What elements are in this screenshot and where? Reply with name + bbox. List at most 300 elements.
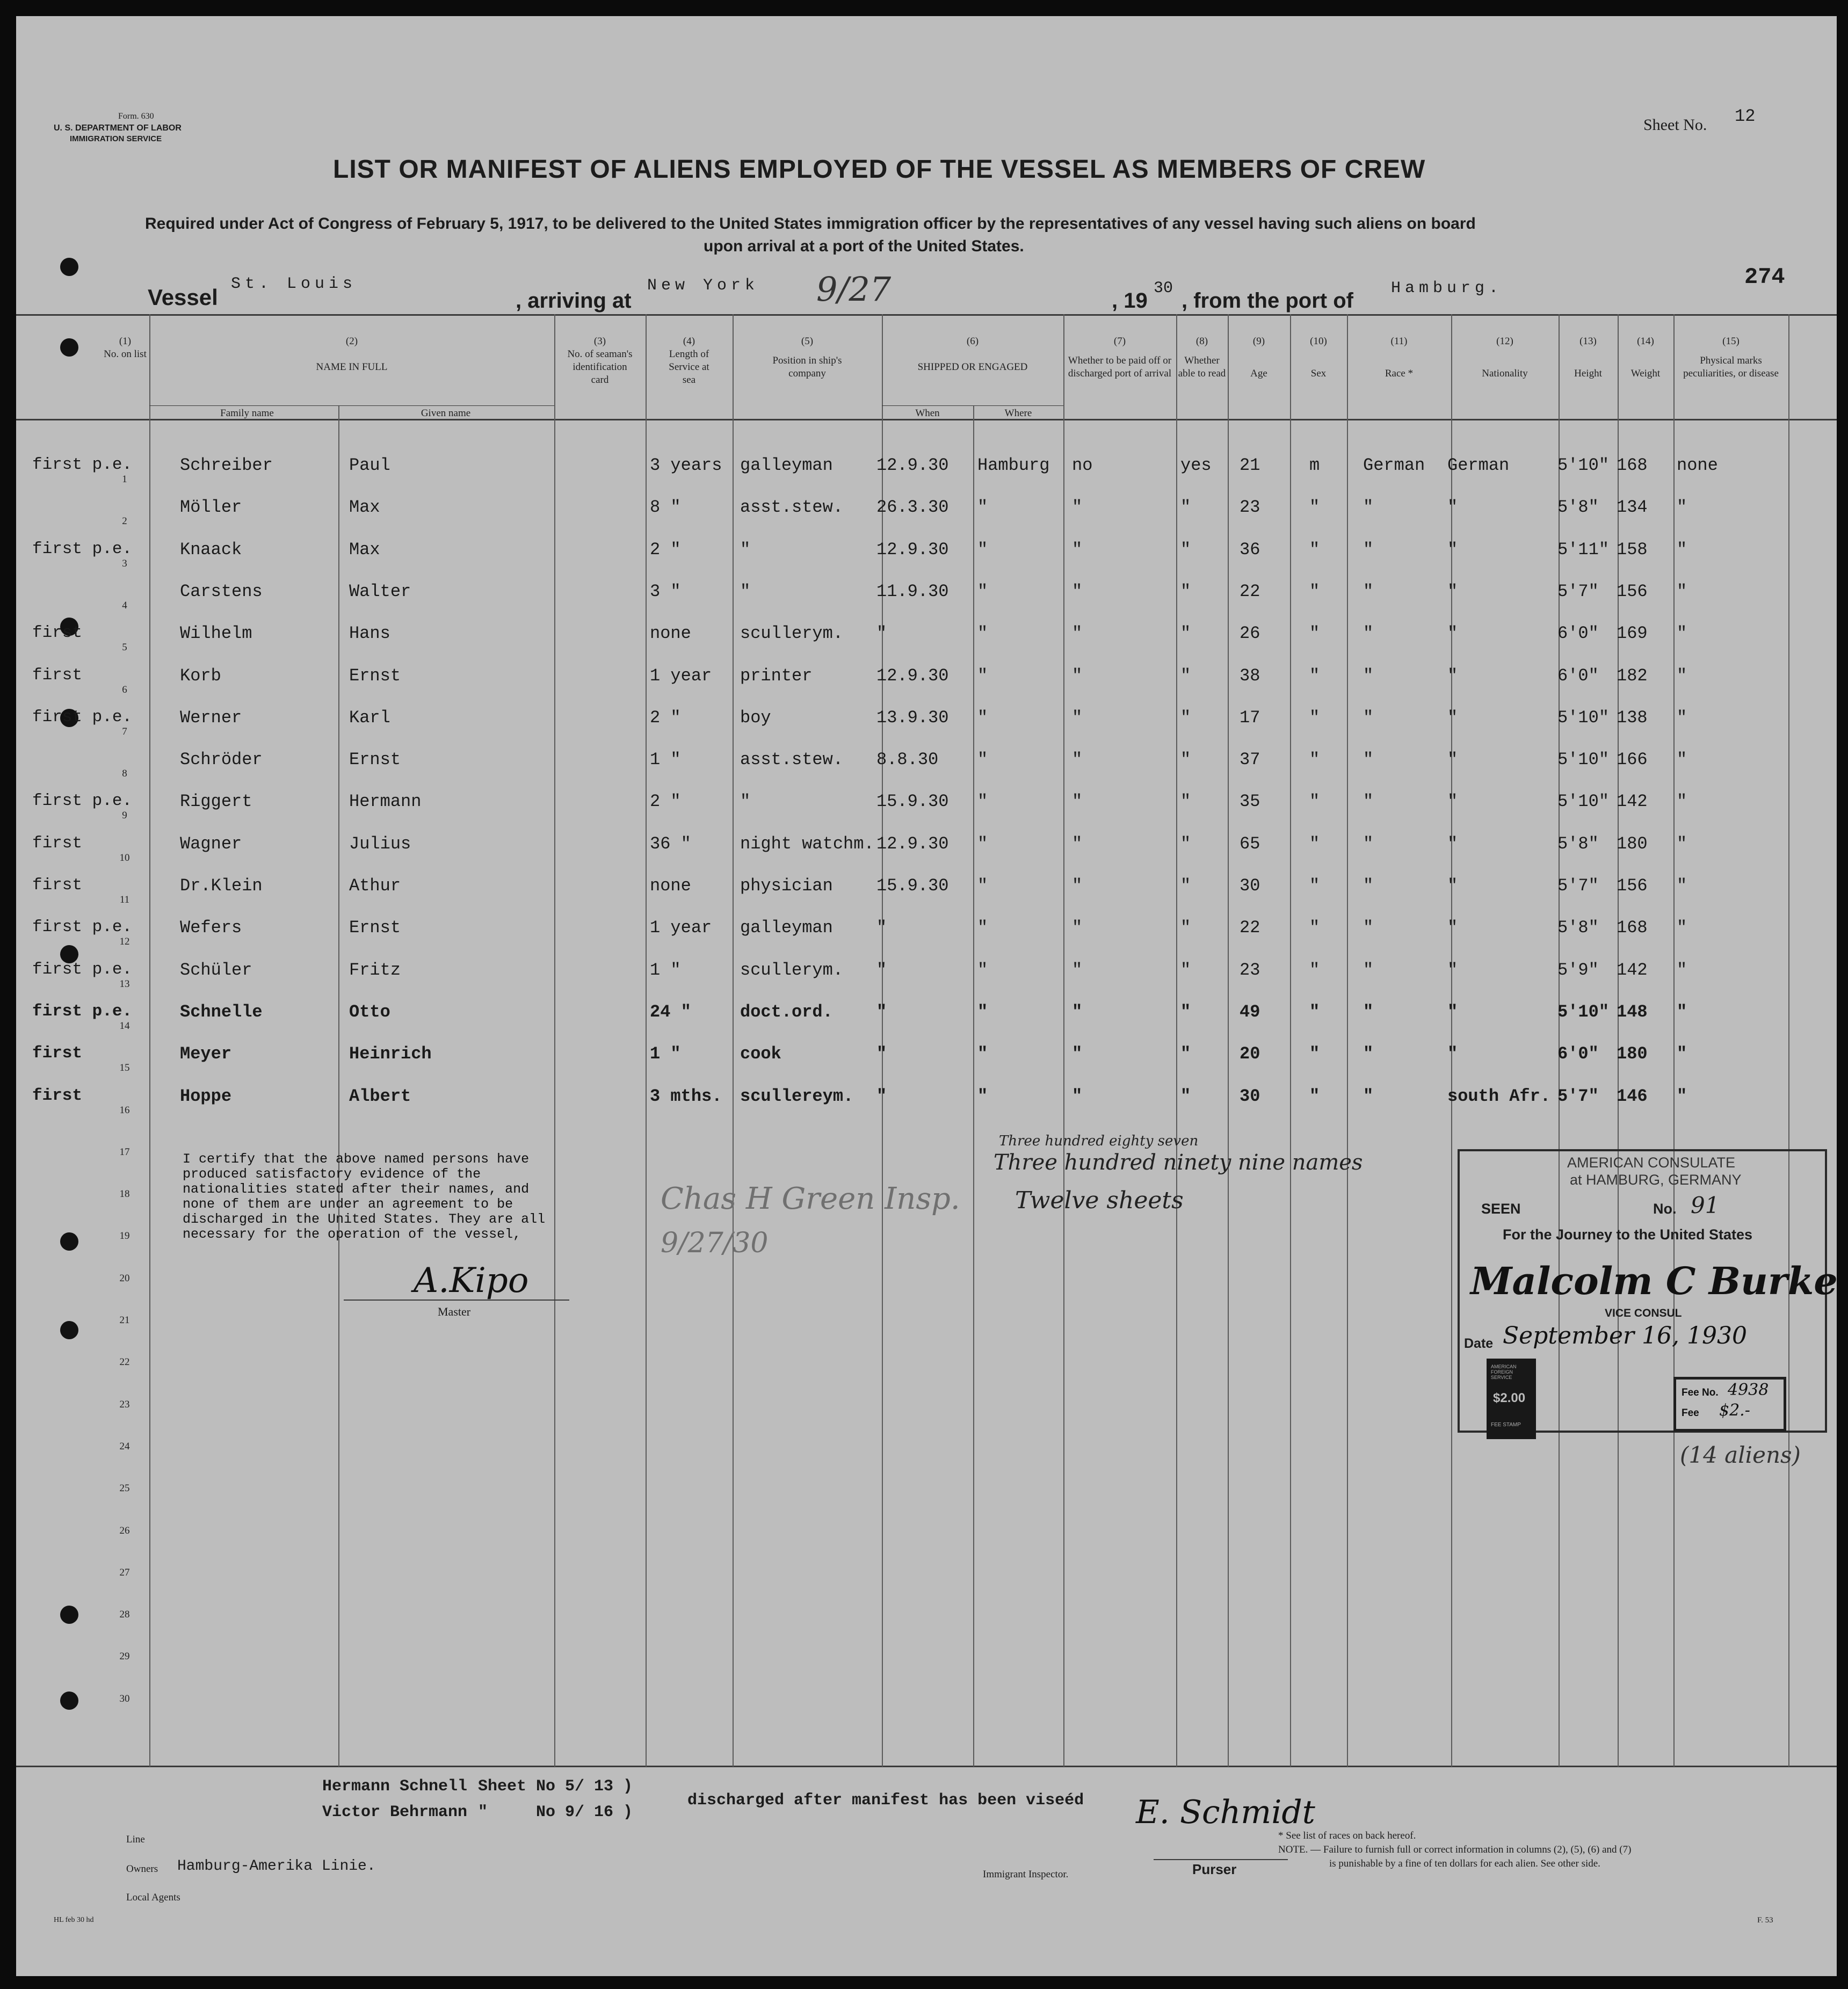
sex: "	[1309, 1086, 1320, 1106]
subtitle-line-2: upon arrival at a port of the United States.	[704, 237, 1024, 255]
nationality: "	[1447, 750, 1458, 770]
weight: 168	[1617, 918, 1648, 938]
shipped-where: "	[977, 918, 988, 938]
given-name: Ernst	[349, 750, 401, 770]
able-to-read: "	[1180, 1044, 1191, 1064]
physical-marks: "	[1677, 539, 1687, 560]
fee-stamp-bottom: FEE STAMP	[1491, 1422, 1521, 1428]
paid-off: "	[1072, 623, 1083, 644]
race: "	[1363, 623, 1374, 644]
shipped-where: "	[977, 581, 988, 601]
able-to-read: "	[1180, 960, 1191, 980]
age: 65	[1240, 833, 1260, 854]
weight: 142	[1617, 792, 1648, 812]
punch-hole	[60, 1606, 78, 1624]
physical-marks: none	[1677, 455, 1718, 475]
consulate-name: AMERICAN CONSULATE	[1567, 1155, 1736, 1171]
year-suffix: 30	[1154, 279, 1173, 297]
nationality: south Afr.	[1447, 1086, 1551, 1106]
family-name: Knaack	[180, 539, 242, 560]
row-number: 3	[122, 557, 127, 569]
row-number: 1	[122, 474, 127, 485]
col-11-header: (11) Race *	[1385, 336, 1414, 379]
weight: 169	[1617, 623, 1648, 644]
height: 5'7"	[1557, 1086, 1599, 1106]
from-port: Hamburg.	[1391, 279, 1503, 297]
physical-marks: "	[1677, 1086, 1687, 1106]
paid-off: "	[1072, 707, 1083, 728]
shipped-where: "	[977, 960, 988, 980]
stamp-date-label: Date	[1464, 1336, 1494, 1351]
weight: 182	[1617, 665, 1648, 686]
sex: "	[1309, 833, 1320, 854]
local-agents-label: Local Agents	[126, 1892, 180, 1903]
nationality: "	[1447, 539, 1458, 560]
height: 5'10"	[1557, 750, 1610, 770]
from-label: , from the port of	[1182, 289, 1353, 313]
row-number: 21	[119, 1315, 130, 1326]
col-2-header: (2) NAME IN FULL	[316, 336, 388, 373]
given-name: Paul	[349, 455, 390, 475]
given-name: Hermann	[349, 792, 422, 812]
length-of-service: 3 "	[650, 581, 681, 601]
physical-marks: "	[1677, 792, 1687, 812]
where-header: Where	[1004, 408, 1032, 419]
physical-marks: "	[1677, 497, 1687, 518]
position: night watchm.	[740, 833, 874, 854]
position: "	[740, 581, 751, 601]
shipped-where: "	[977, 1044, 988, 1064]
able-to-read: "	[1180, 1001, 1191, 1022]
row-number: 17	[119, 1146, 130, 1158]
col-15-header: (15) Physical marks peculiarities, or disease	[1683, 336, 1779, 379]
weight: 166	[1617, 750, 1648, 770]
inspector-note: Chas H Green Insp.	[661, 1181, 960, 1216]
age: 23	[1240, 960, 1260, 980]
length-of-service: 2 "	[650, 792, 681, 812]
column-rule	[973, 405, 974, 1767]
col-9-header: (9) Age	[1250, 336, 1267, 379]
signature-line	[344, 1300, 569, 1301]
row-number: 20	[119, 1272, 130, 1284]
column-rule	[733, 314, 734, 1767]
fee-value: $2.-	[1719, 1401, 1750, 1420]
physical-marks: "	[1677, 833, 1687, 854]
column-rule	[1618, 314, 1619, 1767]
column-rule	[338, 405, 339, 1767]
age: 35	[1240, 792, 1260, 812]
column-rule	[1559, 314, 1560, 1767]
shipped-when: 8.8.30	[876, 750, 939, 770]
age: 22	[1240, 581, 1260, 601]
shipped-where: "	[977, 665, 988, 686]
physical-marks: "	[1677, 960, 1687, 980]
fee-stamp-value: $2.00	[1493, 1391, 1526, 1405]
sheet-label: Sheet No.	[1643, 116, 1707, 134]
shipped-where: "	[977, 623, 988, 644]
owners-value: Hamburg-Amerika Linie.	[177, 1858, 376, 1875]
form-number: Form. 630	[118, 112, 154, 121]
family-name: Wefers	[180, 918, 242, 938]
length-of-service: 1 "	[650, 960, 681, 980]
height: 5'8"	[1557, 918, 1599, 938]
able-to-read: "	[1180, 665, 1191, 686]
nationality: German	[1447, 455, 1510, 475]
height: 5'10"	[1557, 707, 1610, 728]
age: 30	[1240, 876, 1260, 896]
page-number: 274	[1744, 264, 1785, 290]
row-number: 9	[122, 810, 127, 822]
paid-off: "	[1072, 1001, 1083, 1022]
able-to-read: "	[1180, 792, 1191, 812]
position: scullerym.	[740, 623, 844, 644]
shipped-when: 26.3.30	[876, 497, 949, 518]
col-13-header: (13) Height	[1574, 336, 1602, 379]
stamp-date-value: September 16, 1930	[1503, 1322, 1747, 1349]
age: 21	[1240, 455, 1260, 475]
length-of-service: 1 year	[650, 918, 712, 938]
able-to-read: "	[1180, 539, 1191, 560]
race: "	[1363, 581, 1374, 601]
shipped-where: "	[977, 539, 988, 560]
weight: 168	[1617, 455, 1648, 475]
height: 5'11"	[1557, 539, 1610, 560]
sheets-note: Twelve sheets	[1015, 1187, 1184, 1214]
journey-text: For the Journey to the United States	[1503, 1226, 1753, 1243]
discharged-name-1: Hermann Schnell	[322, 1777, 468, 1796]
service: IMMIGRATION SERVICE	[70, 134, 162, 143]
aliens-note: (14 aliens)	[1680, 1442, 1801, 1468]
manifest-sheet	[16, 16, 1837, 1976]
punch-hole	[60, 1232, 78, 1251]
nationality: "	[1447, 707, 1458, 728]
given-name: Fritz	[349, 960, 401, 980]
line-label: Line	[126, 1834, 145, 1845]
punch-hole	[60, 1321, 78, 1339]
master-label: Master	[438, 1305, 471, 1318]
family-name: Möller	[180, 497, 242, 518]
shipped-when: 15.9.30	[876, 792, 949, 812]
physical-marks: "	[1677, 581, 1687, 601]
row-number: 23	[119, 1398, 130, 1410]
department: U. S. DEPARTMENT OF LABOR	[54, 124, 182, 133]
race: "	[1363, 539, 1374, 560]
table-bottom-border	[16, 1766, 1837, 1767]
nationality: "	[1447, 792, 1458, 812]
row-number: 6	[122, 684, 127, 695]
arrival-port: New York	[647, 277, 759, 295]
age: 23	[1240, 497, 1260, 518]
length-of-service: 1 year	[650, 665, 712, 686]
punch-hole	[60, 258, 78, 276]
race: "	[1363, 750, 1374, 770]
shipped-where: "	[977, 792, 988, 812]
nationality: "	[1447, 960, 1458, 980]
table-top-border	[16, 314, 1837, 316]
stamp-no-value: 91	[1691, 1192, 1720, 1218]
paid-off: "	[1072, 876, 1083, 896]
fee-no-label: Fee No.	[1682, 1387, 1719, 1398]
sex: "	[1309, 665, 1320, 686]
position: scullereym.	[740, 1086, 854, 1106]
column-rule	[554, 314, 555, 1767]
weight: 148	[1617, 1001, 1648, 1022]
row-mark: first p.e.	[32, 792, 133, 811]
paid-off: "	[1072, 539, 1083, 560]
col-3-header: (3) No. of seaman's identification card	[567, 336, 633, 386]
row-number: 14	[119, 1020, 130, 1032]
position: "	[740, 539, 751, 560]
sex: "	[1309, 918, 1320, 938]
family-name: Schröder	[180, 750, 263, 770]
arriving-label: , arriving at	[516, 289, 632, 313]
row-mark: first	[32, 833, 83, 853]
nationality: "	[1447, 623, 1458, 644]
given-name: Hans	[349, 623, 390, 644]
discharged-name-2: Victor Behrmann	[322, 1803, 468, 1821]
given-name: Ernst	[349, 665, 401, 686]
shipped-when: 15.9.30	[876, 876, 949, 896]
age: 36	[1240, 539, 1260, 560]
inspector-date: 9/27/30	[661, 1227, 769, 1259]
year-prefix: , 19	[1112, 289, 1148, 313]
col-7-header: (7) Whether to be paid off or discharged port of arrival	[1068, 336, 1172, 379]
given-name: Max	[349, 539, 380, 560]
sex: "	[1309, 1001, 1320, 1022]
family-name: Hoppe	[180, 1086, 232, 1106]
given-name: Ernst	[349, 918, 401, 938]
col-5-header: (5) Position in ship's company	[772, 336, 842, 379]
row-number: 29	[119, 1651, 130, 1663]
weight: 142	[1617, 960, 1648, 980]
length-of-service: 3 mths.	[650, 1086, 722, 1106]
shipped-where: "	[977, 1086, 988, 1106]
col-1-header: (1) No. on list	[104, 336, 147, 360]
shipped-when: 12.9.30	[876, 539, 949, 560]
paid-off: "	[1072, 960, 1083, 980]
weight: 146	[1617, 1086, 1648, 1106]
row-number: 10	[119, 852, 130, 863]
shipped-when: 12.9.30	[876, 665, 949, 686]
given-name-header: Given name	[421, 408, 471, 419]
column-rule	[1063, 314, 1064, 1767]
sex: "	[1309, 792, 1320, 812]
weight: 138	[1617, 707, 1648, 728]
row-number: 8	[122, 768, 127, 780]
physical-marks: "	[1677, 750, 1687, 770]
weight: 156	[1617, 876, 1648, 896]
punch-hole	[60, 338, 78, 357]
given-name: Walter	[349, 581, 411, 601]
col-4-header: (4) Length of Service at sea	[669, 336, 709, 386]
row-number: 15	[119, 1062, 130, 1074]
column-rule	[882, 314, 883, 1767]
race: "	[1363, 497, 1374, 518]
family-name: Schüler	[180, 960, 252, 980]
age: 20	[1240, 1044, 1260, 1064]
able-to-read: "	[1180, 707, 1191, 728]
col-8-header: (8) Whether able to read	[1178, 336, 1226, 379]
shipped-when: "	[876, 1086, 887, 1106]
shipped-where: Hamburg	[977, 455, 1050, 475]
row-mark: first	[32, 665, 83, 685]
weight: 156	[1617, 581, 1648, 601]
column-rule	[1228, 314, 1229, 1767]
owners-label: Owners	[126, 1863, 158, 1875]
column-rule	[1290, 314, 1291, 1767]
punch-hole	[60, 1692, 78, 1710]
shipped-when: "	[876, 918, 887, 938]
row-mark: first p.e.	[32, 455, 133, 474]
paid-off: "	[1072, 581, 1083, 601]
vice-consul-title: VICE CONSUL	[1605, 1307, 1682, 1319]
able-to-read: "	[1180, 876, 1191, 896]
row-number: 30	[119, 1693, 130, 1704]
row-number: 2	[122, 516, 127, 527]
row-mark: first	[32, 623, 83, 643]
race: "	[1363, 792, 1374, 812]
row-number: 11	[119, 894, 130, 905]
nationality: "	[1447, 1044, 1458, 1064]
given-name: Heinrich	[349, 1044, 432, 1064]
purser-label: Purser	[1192, 1861, 1237, 1877]
nationality: "	[1447, 876, 1458, 896]
shipped-where: "	[977, 497, 988, 518]
nationality: "	[1447, 665, 1458, 686]
position: galleyman	[740, 918, 833, 938]
family-name: Werner	[180, 707, 242, 728]
shipped-where: "	[977, 876, 988, 896]
length-of-service: 2 "	[650, 539, 681, 560]
family-name: Riggert	[180, 792, 252, 812]
age: 49	[1240, 1001, 1260, 1022]
col-12-header: (12) Nationality	[1482, 336, 1528, 379]
count-note-top: Three hundred eighty seven	[999, 1133, 1199, 1149]
height: 5'10"	[1557, 455, 1610, 475]
family-name: Schnelle	[180, 1001, 263, 1022]
col-14-header: (14) Weight	[1630, 336, 1661, 379]
paid-off: "	[1072, 833, 1083, 854]
family-name-header: Family name	[220, 408, 274, 419]
sex: "	[1309, 623, 1320, 644]
row-number: 19	[119, 1230, 130, 1242]
height: 5'10"	[1557, 792, 1610, 812]
height: 5'8"	[1557, 833, 1599, 854]
age: 38	[1240, 665, 1260, 686]
family-name: Dr.Klein	[180, 876, 263, 896]
row-number: 22	[119, 1356, 130, 1368]
column-rule	[1451, 314, 1452, 1767]
purser-signature: E. Schmidt	[1136, 1794, 1315, 1831]
race: "	[1363, 1086, 1374, 1106]
given-name: Albert	[349, 1086, 411, 1106]
row-number: 5	[122, 642, 127, 654]
fee-no-value: 4938	[1728, 1381, 1769, 1399]
document-title: LIST OR MANIFEST OF ALIENS EMPLOYED OF THE VESSEL AS MEMBERS OF CREW	[333, 155, 1426, 184]
paid-off: "	[1072, 792, 1083, 812]
race: "	[1363, 960, 1374, 980]
shipped-when: "	[876, 1044, 887, 1064]
position: asst.stew.	[740, 497, 844, 518]
sex: "	[1309, 707, 1320, 728]
race: "	[1363, 876, 1374, 896]
row-number: 28	[119, 1609, 130, 1621]
able-to-read: "	[1180, 918, 1191, 938]
able-to-read: "	[1180, 750, 1191, 770]
shipped-when: "	[876, 1001, 887, 1022]
height: 6'0"	[1557, 665, 1599, 686]
given-name: Athur	[349, 876, 401, 896]
length-of-service: 36 "	[650, 833, 691, 854]
penalty-note-2: is punishable by a fine of ten dollars for each alien. See other side.	[1329, 1858, 1600, 1869]
position: physician	[740, 876, 833, 896]
physical-marks: "	[1677, 1044, 1687, 1064]
consulate-location: at HAMBURG, GERMANY	[1570, 1172, 1742, 1188]
sex: "	[1309, 876, 1320, 896]
race: "	[1363, 1001, 1374, 1022]
row-number: 16	[119, 1104, 130, 1116]
physical-marks: "	[1677, 1001, 1687, 1022]
length-of-service: 2 "	[650, 707, 681, 728]
subheader-rule	[149, 405, 554, 406]
given-name: Julius	[349, 833, 411, 854]
length-of-service: 1 "	[650, 750, 681, 770]
arrival-date: 9/27	[816, 270, 892, 309]
nationality: "	[1447, 497, 1458, 518]
row-mark: first p.e.	[32, 707, 133, 727]
paid-off: "	[1072, 1044, 1083, 1064]
shipped-where: "	[977, 833, 988, 854]
row-mark: first	[32, 876, 83, 895]
position: asst.stew.	[740, 750, 844, 770]
race: "	[1363, 707, 1374, 728]
sex: "	[1309, 1044, 1320, 1064]
sheet-number: 12	[1735, 106, 1756, 126]
row-number: 25	[119, 1483, 130, 1494]
height: 5'7"	[1557, 876, 1599, 896]
position: boy	[740, 707, 771, 728]
col-10-header: (10) Sex	[1310, 336, 1327, 379]
paid-off: no	[1072, 455, 1093, 475]
length-of-service: 8 "	[650, 497, 681, 518]
race: German	[1363, 455, 1425, 475]
row-mark: first p.e.	[32, 918, 133, 937]
sex: "	[1309, 497, 1320, 518]
position: "	[740, 792, 751, 812]
subheader-rule	[882, 405, 1063, 406]
column-rule	[646, 314, 647, 1767]
column-rule	[149, 314, 150, 1767]
length-of-service: 24 "	[650, 1001, 691, 1022]
paid-off: "	[1072, 918, 1083, 938]
height: 6'0"	[1557, 1044, 1599, 1064]
shipped-when: 13.9.30	[876, 707, 949, 728]
penalty-note-1: NOTE. — Failure to furnish full or correct information in columns (2), (5), (6) and (7)	[1278, 1844, 1632, 1855]
fee-stamp	[1487, 1359, 1536, 1439]
sex: "	[1309, 581, 1320, 601]
shipped-where: "	[977, 750, 988, 770]
row-mark: first p.e.	[32, 960, 133, 979]
able-to-read: yes	[1180, 455, 1212, 475]
position: scullerym.	[740, 960, 844, 980]
family-name: Korb	[180, 665, 221, 686]
age: 26	[1240, 623, 1260, 644]
length-of-service: none	[650, 623, 691, 644]
height: 6'0"	[1557, 623, 1599, 644]
race-note: * See list of races on back hereof.	[1278, 1830, 1416, 1841]
weight: 134	[1617, 497, 1648, 518]
weight: 158	[1617, 539, 1648, 560]
